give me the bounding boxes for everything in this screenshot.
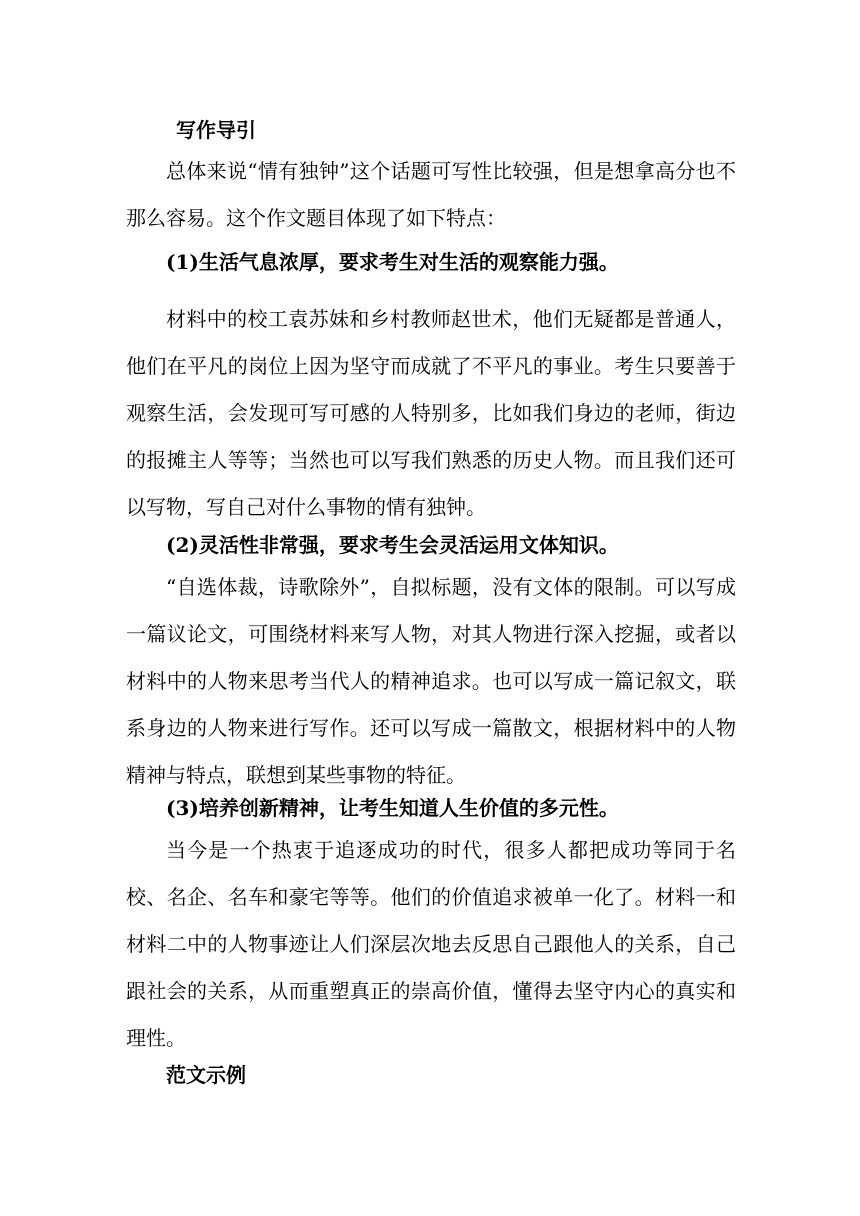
point-2-title: (2)灵活性非常强，要求考生会灵活运用文体知识。 [166,533,619,557]
point-3-title: (3)培养创新精神，让考生知道人生价值的多元性。 [166,796,619,820]
heading-sample-essay: 范文示例 [166,1063,246,1087]
point-2-body: “自选体裁，诗歌除外”，自拟标题，没有文体的限制。可以写成一篇议论文，可围绕材料来写人物，对其人物进行深入挖掘，或者以材料中的人物来思考当代人的精神追求。也可以写成一篇记叙文，联系身边的人物来进行写作。还可以写成一篇散文，根据材料中的人物精神与特点，联想到某些事物的特征。 [126,575,736,787]
heading-writing-guide: 写作导引 [176,118,256,142]
intro-paragraph: 总体来说“情有独钟”这个话题可写性比较强，但是想拿高分也不那么容易。这个作文题目体现了如下特点： [126,159,736,230]
point-3-body: 当今是一个热衷于追逐成功的时代，很多人都把成功等同于名校、名企、名车和豪宅等等。他们的价值追求被单一化了。材料一和材料二中的人物事迹让人们深层次地去反思自己跟他人的关系，自己跟社会的关系，从而重塑真正的崇高价值，懂得去坚守内心的真实和理性。 [126,838,736,1050]
point-1-body: 材料中的校工袁苏妹和乡村教师赵世术，他们无疑都是普通人，他们在平凡的岗位上因为坚守而成就了不平凡的事业。考生只要善于观察生活，会发现可写可感的人特别多，比如我们身边的老师，街边的报摊主人等等；当然也可以写我们熟悉的历史人物。而且我们还可以写物，写自己对什么事物的情有独钟。 [126,307,736,519]
point-1-title: (1)生活气息浓厚，要求考生对生活的观察能力强。 [166,250,619,274]
